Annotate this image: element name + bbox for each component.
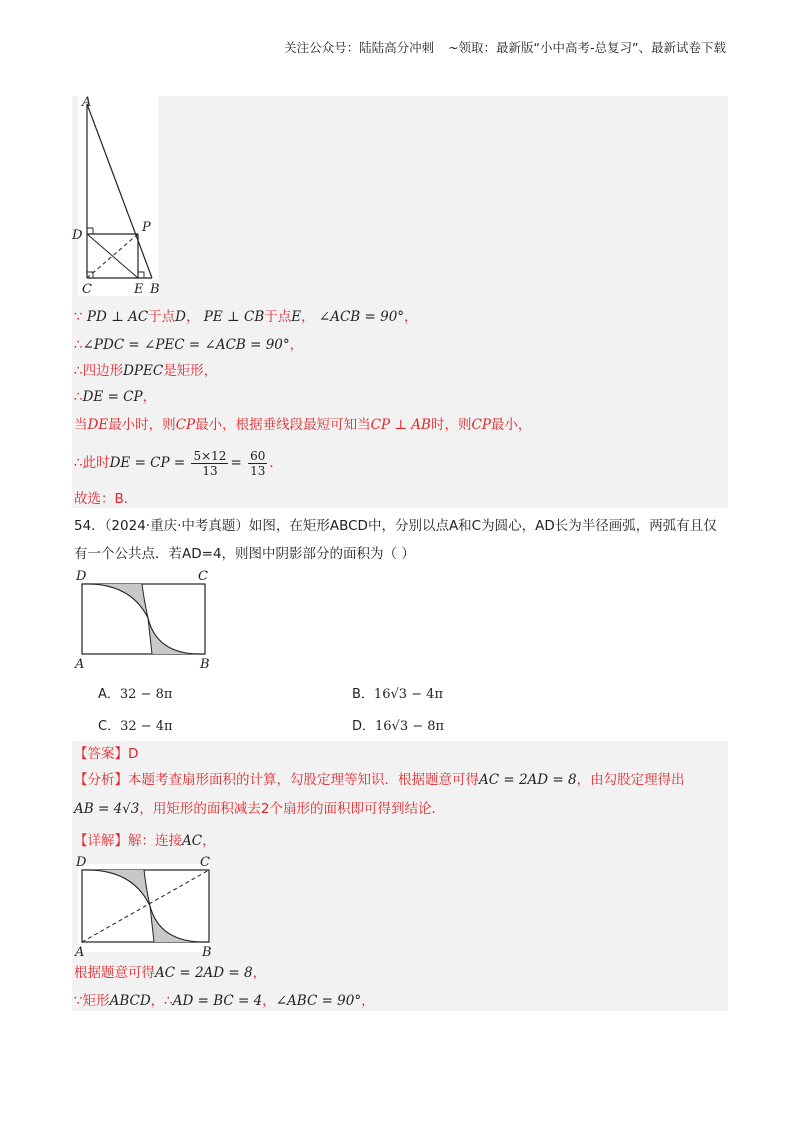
d-label-c: C	[200, 855, 210, 870]
detail-line-1: 【详解】解：连接AC，	[74, 833, 216, 849]
page-header	[274, 38, 726, 56]
label-b: B	[150, 282, 160, 297]
detail-label: 【详解】	[74, 833, 128, 849]
label-c: C	[82, 282, 92, 297]
detail-line-2: 根据题意可得AC = 2AD = 8，	[74, 965, 267, 981]
option-c[interactable]: C．32 − 4π	[98, 719, 173, 734]
rectangle-arcs-figure	[72, 568, 218, 672]
label-p: P	[142, 220, 151, 235]
d-label-d: D	[76, 855, 87, 870]
solution-block-1	[72, 96, 728, 508]
solution-line-1: ∵ PD ⊥ AC于点D， PE ⊥ CB于点E， ∠ACB = 90°，	[74, 309, 418, 325]
option-b[interactable]: B．16√3 − 4π	[352, 687, 443, 702]
header-right-text: ~领取：最新版“小中高考-总复习”、最新试卷下载	[448, 40, 726, 55]
q-label-b: B	[200, 657, 210, 672]
label-e: E	[134, 282, 144, 297]
solution-line-6: ∴此时DE = CP = $\frac{5\times 12}{13}$ = $\frac{60}{13}$ ．	[74, 448, 283, 478]
triangle-figure	[70, 96, 170, 298]
analysis-line-2: AB = 4√3，用矩形的面积减去2个扇形的面积即可得到结论．	[74, 801, 445, 817]
answer-value: D	[128, 746, 139, 762]
solution-line-2: ∴∠PDC = ∠PEC = ∠ACB = 90°，	[74, 337, 304, 353]
solution-line-4: ∴DE = CP，	[74, 389, 157, 405]
option-a[interactable]: A．32 − 8π	[98, 687, 173, 702]
label-d: D	[72, 228, 83, 243]
rectangle-diagonal-figure	[72, 854, 218, 958]
solution-line-3: ∴四边形DPEC是矩形，	[74, 363, 218, 379]
fraction-60-over-13: $\frac{60}{13}$	[250, 448, 266, 478]
detail-line-3: ∵矩形ABCD，∴AD = BC = 4，∠ABC = 90°，	[74, 993, 375, 1009]
option-d[interactable]: D．16√3 − 8π	[352, 719, 445, 734]
solution-line-5: 当DE最小时，则CP最小，根据垂线段最短可知当CP ⊥ AB时，则CP最小，	[74, 417, 532, 433]
q-label-c: C	[198, 569, 208, 584]
solution-choice: 故选：B．	[74, 491, 138, 507]
question-54-text: 54．（2024·重庆·中考真题）如图，在矩形ABCD中，分别以点A和C为圆心，AD长为半径画弧，两弧有且仅有一个公共点．若AD=4，则图中阴影部分的面积为（ ）	[74, 518, 717, 562]
analysis-line-1: 【分析】本题考查扇形面积的计算，勾股定理等知识．根据题意可得AC = 2AD = 8，由勾股定理得出	[74, 772, 685, 788]
d-label-b: B	[202, 945, 212, 960]
answer-line	[74, 745, 138, 763]
label-a: A	[82, 95, 92, 110]
q-label-d: D	[76, 569, 87, 584]
analysis-label: 【分析】	[74, 772, 128, 788]
fraction-5x12-over-13: $\frac{5\times 12}{13}$	[193, 448, 227, 478]
q-label-a: A	[75, 657, 85, 672]
d-label-a: A	[75, 945, 85, 960]
answer-label: 【答案】	[74, 746, 128, 762]
header-left-text: 关注公众号：陆陆高分冲刺	[284, 40, 435, 55]
